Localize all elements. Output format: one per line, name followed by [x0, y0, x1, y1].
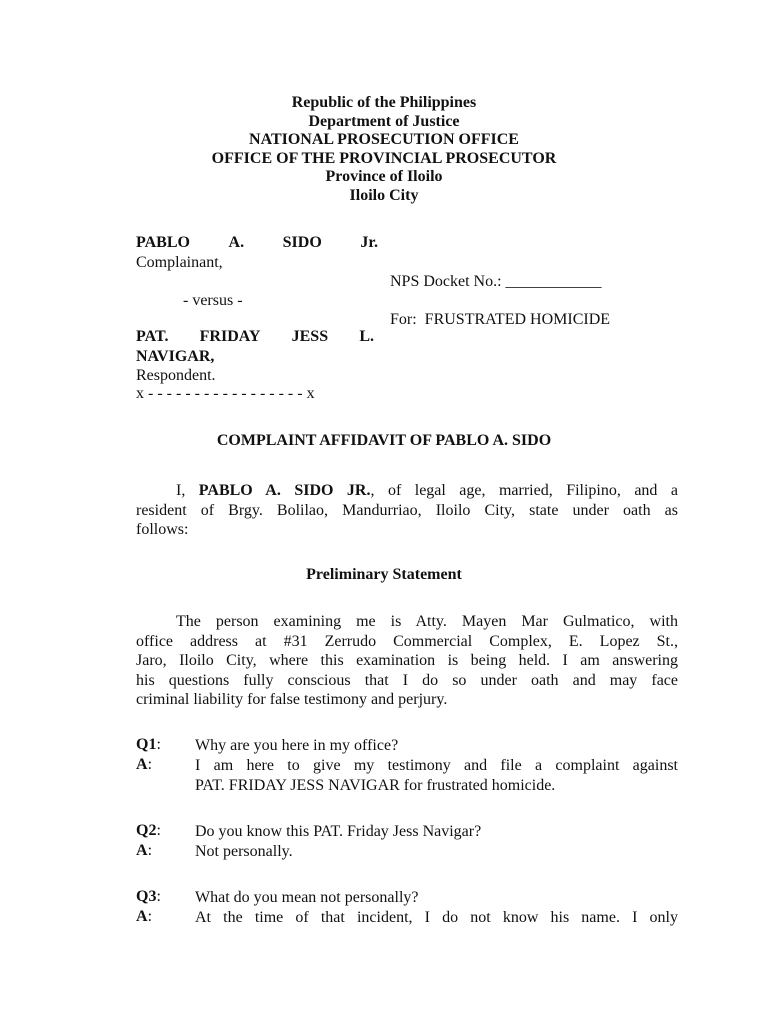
q1-label: Q1:	[136, 736, 161, 753]
a2-label: A:	[136, 842, 153, 859]
intro-line-1: I, PABLO A. SIDO JR., of legal age, married, Filipino, and a	[176, 482, 679, 499]
intro-line-2: resident of Brgy. Bolilao, Mandurriao, Iloilo City, state under oath as	[136, 501, 678, 519]
preliminary-paragraph	[136, 612, 678, 710]
docket-number: NPS Docket No.: ____________	[390, 273, 602, 290]
a3-label: A:	[136, 908, 153, 925]
q2-label: Q2:	[136, 822, 161, 839]
respondent-name: PAT. FRIDAY JESS L.	[136, 328, 374, 345]
header-province: Province of Iloilo	[325, 168, 443, 185]
header-provincial-office: OFFICE OF THE PROVINCIAL PROSECUTOR	[211, 149, 557, 167]
complainant-name: PABLO A. SIDO Jr.	[136, 234, 378, 251]
q1-text: Why are you here in my office?	[195, 737, 399, 754]
caption-separator: x - - - - - - - - - - - - - - - - - x	[136, 385, 315, 402]
respondent-role: Respondent.	[136, 367, 216, 384]
section-heading: Preliminary Statement	[306, 566, 462, 583]
respondent-name-line2: NAVIGAR,	[136, 348, 215, 365]
preliminary-line-1: The person examining me is Atty. Mayen Mar Gulmatico, with	[176, 613, 678, 630]
q3-label: Q3:	[136, 888, 161, 905]
document-header	[0, 94, 768, 205]
a3-text: At the time of that incident, I do not know his name. I only	[195, 909, 678, 926]
document-title: COMPLAINT AFFIDAVIT OF PABLO A. SIDO	[216, 432, 552, 449]
header-city: Iloilo City	[349, 186, 419, 204]
offense-line	[390, 311, 610, 329]
intro-line-3: follows:	[136, 521, 189, 539]
offense-label: For:	[390, 311, 417, 328]
header-republic: Republic of the Philippines	[291, 94, 477, 111]
preliminary-line-4: his questions fully conscious that I do so under oath and may face	[136, 671, 678, 689]
a2-text: Not personally.	[195, 843, 293, 860]
header-national-office: NATIONAL PROSECUTION OFFICE	[249, 131, 519, 148]
header-department: Department of Justice	[308, 112, 460, 130]
offense-value: FRUSTRATED HOMICIDE	[424, 311, 611, 328]
affiant-name: PABLO A. SIDO JR.	[198, 482, 371, 499]
a1-text: I am here to give my testimony and file a complaint against PAT. FRIDAY JESS NAVIGAR for frustrated homicide.	[195, 757, 678, 794]
complainant-role: Complainant,	[136, 254, 223, 271]
q2-text: Do you know this PAT. Friday Jess Navigar?	[195, 823, 482, 840]
preliminary-line-2: office address at #31 Zerrudo Commercial Complex, E. Lopez St.,	[136, 632, 678, 650]
a1-label: A:	[136, 756, 153, 773]
preliminary-line-3: Jaro, Iloilo City, where this examination is being held. I am answering	[136, 652, 678, 670]
q3-text: What do you mean not personally?	[195, 889, 419, 906]
versus-label: - versus -	[183, 292, 243, 309]
intro-paragraph	[136, 481, 678, 540]
preliminary-line-5: criminal liability for false testimony and perjury.	[136, 691, 448, 709]
